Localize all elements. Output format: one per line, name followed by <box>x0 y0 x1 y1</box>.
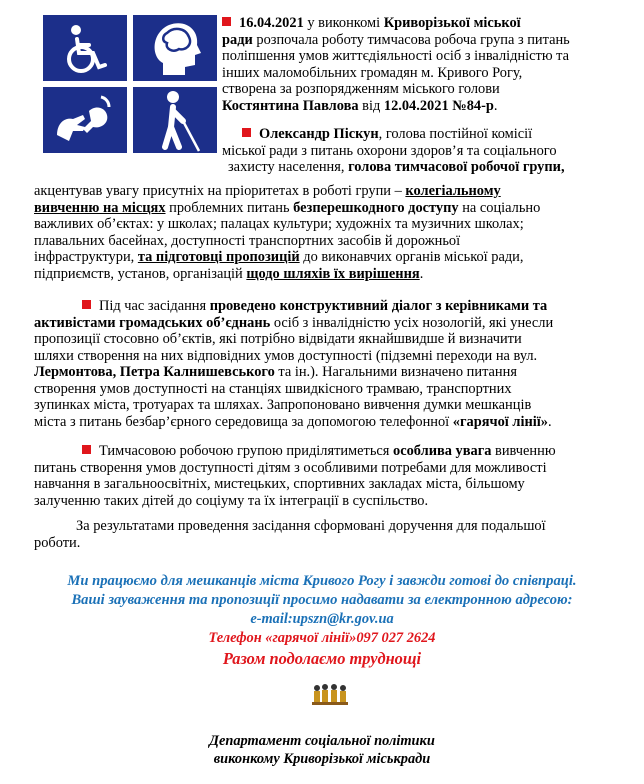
paragraph-piskun: Олександр Піскун, голова постійної комісії міської ради з питань охорони здоров’я та соціального захисту населення, голова тимчасової робочої групи, <box>222 126 565 175</box>
paragraph-children: Тимчасовою робочою групою приділятиметься особлива увага вивченню питань створення умов доступності дітям з особливими потребами для можливості навчання в загальноосвітніх, мистецьких, спортивних закладах міста, більшому залученню таких дітей до соціуму та їх інтеграції в суспільство. <box>34 443 556 509</box>
sign-language-icon <box>43 87 127 153</box>
bullet-icon <box>242 128 251 137</box>
bullet-icon <box>222 17 231 26</box>
head-brain-icon <box>133 15 217 81</box>
footer-line-1: Ми працюємо для мешканців міста Кривого Рогу і завжди готові до співпраці. <box>67 573 577 589</box>
footer-phone: Телефон «гарячої лінії»097 027 2624 <box>208 630 436 646</box>
department-line-1: Департамент соціальної політики <box>209 733 435 749</box>
people-group-icon <box>312 683 348 709</box>
footer-email[interactable]: e-mail:upszn@kr.gov.ua <box>250 611 394 627</box>
bullet-icon <box>82 300 91 309</box>
department-line-2: виконкому Криворізької міськради <box>213 751 431 767</box>
blind-cane-icon <box>133 87 217 153</box>
paragraph-dialogue: Під час засідання проведено конструктивний діалог з керівниками та активістами громадських об’єднань осіб з інвалідністю усіх нозологій, які унесли пропозиції стосовно об’єктів, які потрібно відвідати якнайшвидше й визначити шляхи створення на них відповідних умов доступності (підземні переходи на вул. Лермонтова, Петра Калнишевського та ін.). Нагальними визначено питання створення умов доступності на станціях швидкісного трамваю, транспортних зупинках міста, тротуарах та шляхах. Запропоновано вивчення думки мешканців міста з питань безбар’єрного середовища за допомогою телефонної «гарячої лінії». <box>34 298 554 430</box>
wheelchair-icon <box>43 15 127 81</box>
accessibility-icons <box>43 15 217 153</box>
bullet-icon <box>82 445 91 454</box>
paragraph-piskun-cont: акцентував увагу присутніх на пріоритетах в роботі групи – колегіальному вивченню на місцях проблемних питань безперешкодного доступу на соціально важливих об’єктах: у школах; палацах культури; художніх та музичних школах; плавальних басейнах, доступності транспортних засобів й дорожньої інфраструктури, та підготовці пропозицій до виконавчих органів міської ради, підприємств, установ, організацій щодо шляхів їх вирішення. <box>34 183 541 282</box>
footer-line-2: Ваші зауваження та пропозиції просимо надавати за електронною адресою: <box>71 592 573 608</box>
paragraph-meeting-start: 16.04.2021 у виконкомі Криворізької міської ради розпочала роботу тимчасова робоча група з питань поліпшення умов життєдіяльності осіб з інвалідністю та інших маломобільних громадян м. Кривого Рогу, створена за розпорядженням міського голови Костянтина Павлова від 12.04.2021 №84-р. <box>222 15 570 114</box>
paragraph-results: За результатами проведення засідання сформовані доручення для подальшої роботи. <box>34 518 546 551</box>
footer-motto: Разом подолаємо труднощі <box>222 649 422 668</box>
